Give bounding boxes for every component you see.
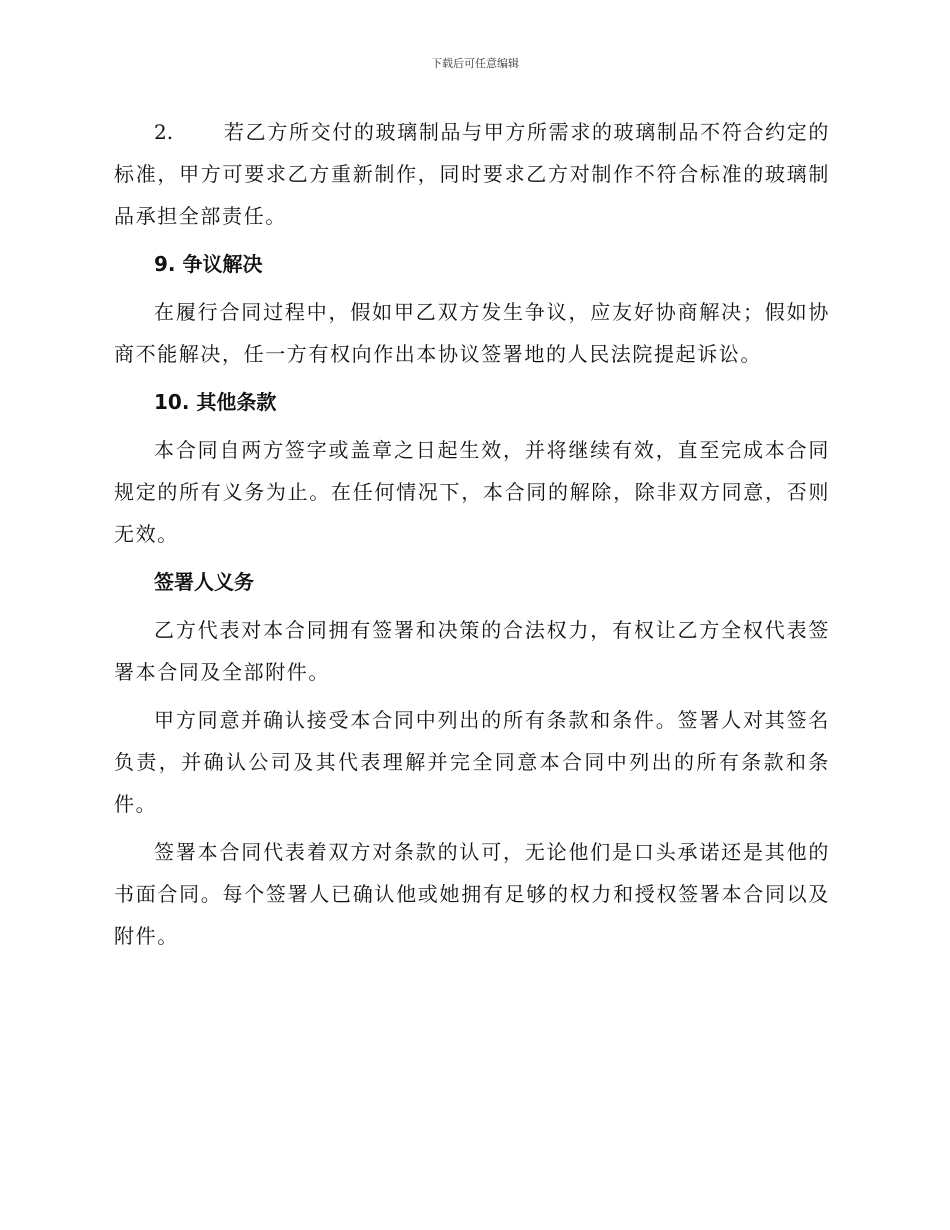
clause-2	[114, 111, 830, 237]
clause-number: 2.	[154, 120, 174, 144]
clause-2-text: 若乙方所交付的玻璃制品与甲方所需求的玻璃制品不符合约定的标准，甲方可要求乙方重新制作，同时要求乙方对制作不符合标准的玻璃制品承担全部责任。	[114, 120, 830, 228]
signatory-heading: 签署人义务	[154, 570, 254, 594]
signatory-paragraph: 签署本合同代表着双方对条款的认可，无论他们是口头承诺还是其他的书面合同。每个签署人已确认他或她拥有足够的权力和授权签署本合同以及附件。	[114, 840, 830, 948]
document-body	[114, 111, 830, 963]
section-10-heading: 10. 其他条款	[154, 390, 277, 414]
signatory-paragraph: 乙方代表对本合同拥有签署和决策的合法权力，有权让乙方全权代表签署本合同及全部附件。	[114, 618, 830, 684]
section-9-heading: 9. 争议解决	[154, 252, 263, 276]
section-9-text: 在履行合同过程中，假如甲乙双方发生争议，应友好协商解决；假如协商不能解决，任一方有权向作出本协议签署地的人民法院提起诉讼。	[114, 300, 830, 366]
section-10-text: 本合同自两方签字或盖章之日起生效，并将继续有效，直至完成本合同规定的所有义务为止。在任何情况下，本合同的解除，除非双方同意，否则无效。	[114, 438, 830, 546]
page-header: 下载后可任意编辑	[431, 57, 519, 70]
signatory-paragraph: 甲方同意并确认接受本合同中列出的所有条款和条件。签署人对其签名负责，并确认公司及其代表理解并完全同意本合同中列出的所有条款和条件。	[114, 708, 830, 816]
